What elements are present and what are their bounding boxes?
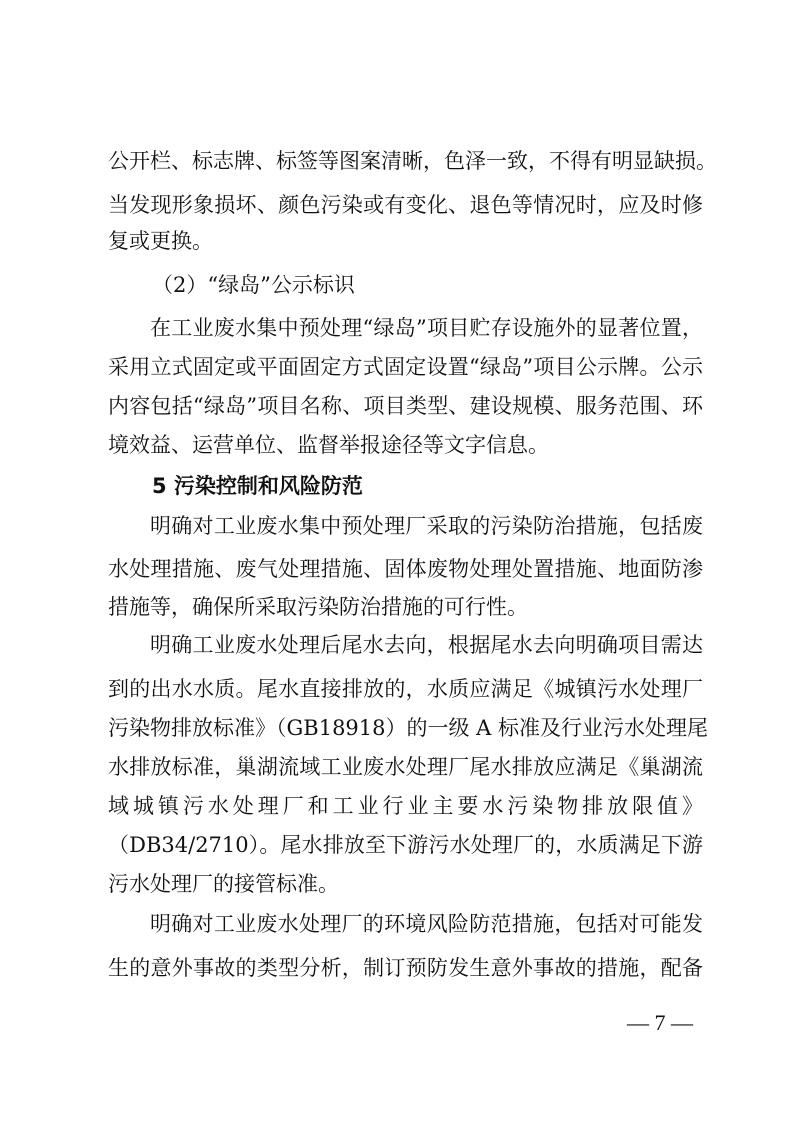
body-text-line: 污水处理厂的接管标准。 bbox=[108, 872, 339, 896]
body-text-line: 内容包括“绿岛”项目名称、项目类型、建设规模、服务范围、环 bbox=[108, 394, 703, 418]
body-text-line: 境效益、运营单位、监督举报途径等文字信息。 bbox=[108, 433, 549, 457]
body-text-line: 在工业废水集中预处理“绿岛”项目贮存设施外的显著位置， bbox=[150, 316, 703, 340]
body-text-line: 复或更换。 bbox=[108, 229, 213, 253]
body-text-line: 措施等，确保所采取污染防治措施的可行性。 bbox=[108, 595, 528, 619]
body-text-line: 到的出水水质。尾水直接排放的，水质应满足《城镇污水处理厂 bbox=[108, 677, 703, 701]
body-text-line: 污染物排放标准》（GB18918）的一级 A 标准及行业污水处理尾 bbox=[108, 716, 709, 740]
body-text-line: 公开栏、标志牌、标签等图案清晰，色泽一致，不得有明显缺损。 bbox=[108, 149, 717, 173]
body-text-line: 当发现形象损坏、颜色污染或有变化、退色等情况时，应及时修 bbox=[108, 193, 703, 217]
body-text-line: 明确对工业废水处理厂的环境风险防范措施，包括对可能发 bbox=[150, 912, 703, 936]
body-text-line: 水排放标准，巢湖流域工业废水处理厂尾水排放应满足《巢湖流 bbox=[108, 755, 703, 779]
page-number: — 7 — bbox=[627, 1010, 693, 1035]
body-text-line: （DB34/2710）。尾水排放至下游污水处理厂的，水质满足下游 bbox=[108, 833, 703, 857]
body-text-line: 明确工业废水处理后尾水去向，根据尾水去向明确项目需达 bbox=[150, 633, 703, 657]
subsection-heading: （2）“绿岛”公示标识 bbox=[152, 273, 355, 297]
body-text-line: 域城镇污水处理厂和工业行业主要水污染物排放限值》 bbox=[108, 794, 703, 818]
body-text-line: 生的意外事故的类型分析，制订预防发生意外事故的措施，配备 bbox=[108, 956, 703, 980]
body-text-line: 采用立式固定或平面固定方式固定设置“绿岛”项目公示牌。公示 bbox=[108, 355, 703, 379]
body-text-line: 明确对工业废水集中预处理厂采取的污染防治措施，包括废 bbox=[150, 514, 703, 538]
section-heading: 5 污染控制和风险防范 bbox=[152, 474, 363, 498]
body-text-line: 水处理措施、废气处理措施、固体废物处理处置措施、地面防渗 bbox=[108, 557, 703, 581]
